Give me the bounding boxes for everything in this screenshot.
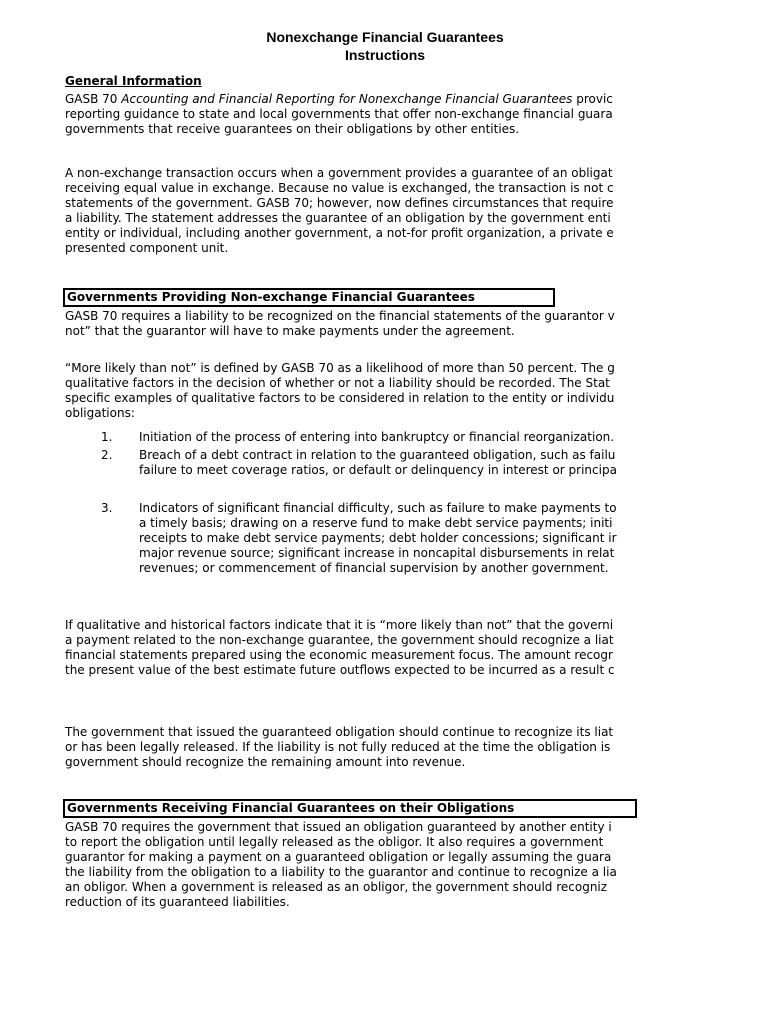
- list-item-line: failure to meet coverage ratios, or default or delinquency in interest or principa: [139, 463, 617, 477]
- general-paragraph-2-line: A non-exchange transaction occurs when a government provides a guarantee of an obligat: [65, 166, 613, 180]
- receiving-paragraph-line: GASB 70 requires the government that issued an obligation guaranteed by another entity i: [65, 820, 612, 834]
- page-subtitle: Instructions: [344, 47, 426, 63]
- general-paragraph-1-line: GASB 70 Accounting and Financial Reporting for Nonexchange Financial Guarantees provic: [65, 92, 613, 106]
- receiving-paragraph-line: the liability from the obligation to a liability to the guarantor and continue to recognize a lia: [65, 865, 617, 879]
- providing-paragraph-4-line: or has been legally released. If the liability is not fully reduced at the time the obligation is: [65, 740, 611, 754]
- list-number: 3.: [101, 501, 113, 515]
- receiving-paragraph-line: an obligor. When a government is released as an obligor, the government should recogniz: [65, 880, 608, 894]
- general-paragraph-2-line: presented component unit.: [65, 241, 229, 255]
- list-item-line: Initiation of the process of entering into bankruptcy or financial reorganization.: [139, 430, 615, 444]
- providing-paragraph-1-line: GASB 70 requires a liability to be recognized on the financial statements of the guarantor v: [65, 309, 615, 323]
- providing-paragraph-3-line: If qualitative and historical factors indicate that it is “more likely than not” that the governi: [65, 618, 614, 632]
- providing-paragraph-2-line: specific examples of qualitative factors to be considered in relation to the entity or individu: [65, 391, 615, 405]
- page-title: Nonexchange Financial Guarantees: [266, 29, 504, 45]
- receiving-guarantees-heading: Governments Receiving Financial Guarantees on their Obligations: [63, 799, 637, 818]
- general-paragraph-1-line: governments that receive guarantees on their obligations by other entities.: [65, 122, 520, 136]
- list-item-line: receipts to make debt service payments; debt holder concessions; significant ir: [139, 531, 617, 545]
- providing-paragraph-3-line: the present value of the best estimate future outflows expected to be incurred as a result c: [65, 663, 615, 677]
- providing-paragraph-4-line: government should recognize the remaining amount into revenue.: [65, 755, 466, 769]
- receiving-paragraph-line: guarantor for making a payment on a guaranteed obligation or legally assuming the guara: [65, 850, 612, 864]
- list-item-line: Indicators of significant financial difficulty, such as failure to make payments to: [139, 501, 617, 515]
- general-paragraph-2-line: receiving equal value in exchange. Because no value is exchanged, the transaction is not c: [65, 181, 614, 195]
- providing-guarantees-heading: Governments Providing Non-exchange Financial Guarantees: [63, 288, 555, 307]
- gasb-70-title: Accounting and Financial Reporting for Nonexchange Financial Guarantees: [121, 92, 573, 106]
- list-item-line: major revenue source; significant increase in noncapital disbursements in relat: [139, 546, 615, 560]
- general-paragraph-2-line: a liability. The statement addresses the guarantee of an obligation by the government enti: [65, 211, 611, 225]
- general-paragraph-2-line: statements of the government. GASB 70; however, now defines circumstances that require: [65, 196, 614, 210]
- providing-paragraph-3-line: a payment related to the non-exchange guarantee, the government should recognize a liat: [65, 633, 614, 647]
- providing-paragraph-2-line: “More likely than not” is defined by GASB 70 as a likelihood of more than 50 percent. The g: [65, 361, 615, 375]
- list-number: 2.: [101, 448, 113, 462]
- general-information-heading: General Information: [65, 74, 202, 88]
- providing-paragraph-1-line: not” that the guarantor will have to make payments under the agreement.: [65, 324, 515, 338]
- providing-paragraph-2-line: qualitative factors in the decision of whether or not a liability should be recorded. The Stat: [65, 376, 610, 390]
- providing-paragraph-3-line: financial statements prepared using the economic measurement focus. The amount recogr: [65, 648, 613, 662]
- general-paragraph-1-line: reporting guidance to state and local governments that offer non-exchange financial guara: [65, 107, 613, 121]
- providing-paragraph-4-line: The government that issued the guaranteed obligation should continue to recognize its liat: [65, 725, 614, 739]
- list-item-line: a timely basis; drawing on a reserve fund to make debt service payments; initi: [139, 516, 613, 530]
- list-item-line: revenues; or commencement of financial supervision by another government.: [139, 561, 609, 575]
- list-item-line: Breach of a debt contract in relation to the guaranteed obligation, such as failu: [139, 448, 616, 462]
- receiving-paragraph-line: to report the obligation until legally released as the obligor. It also requires a government: [65, 835, 604, 849]
- general-paragraph-2-line: entity or individual, including another government, a not-for profit organization, a private e: [65, 226, 614, 240]
- providing-paragraph-2-line: obligations:: [65, 406, 135, 420]
- list-number: 1.: [101, 430, 113, 444]
- receiving-paragraph-line: reduction of its guaranteed liabilities.: [65, 895, 290, 909]
